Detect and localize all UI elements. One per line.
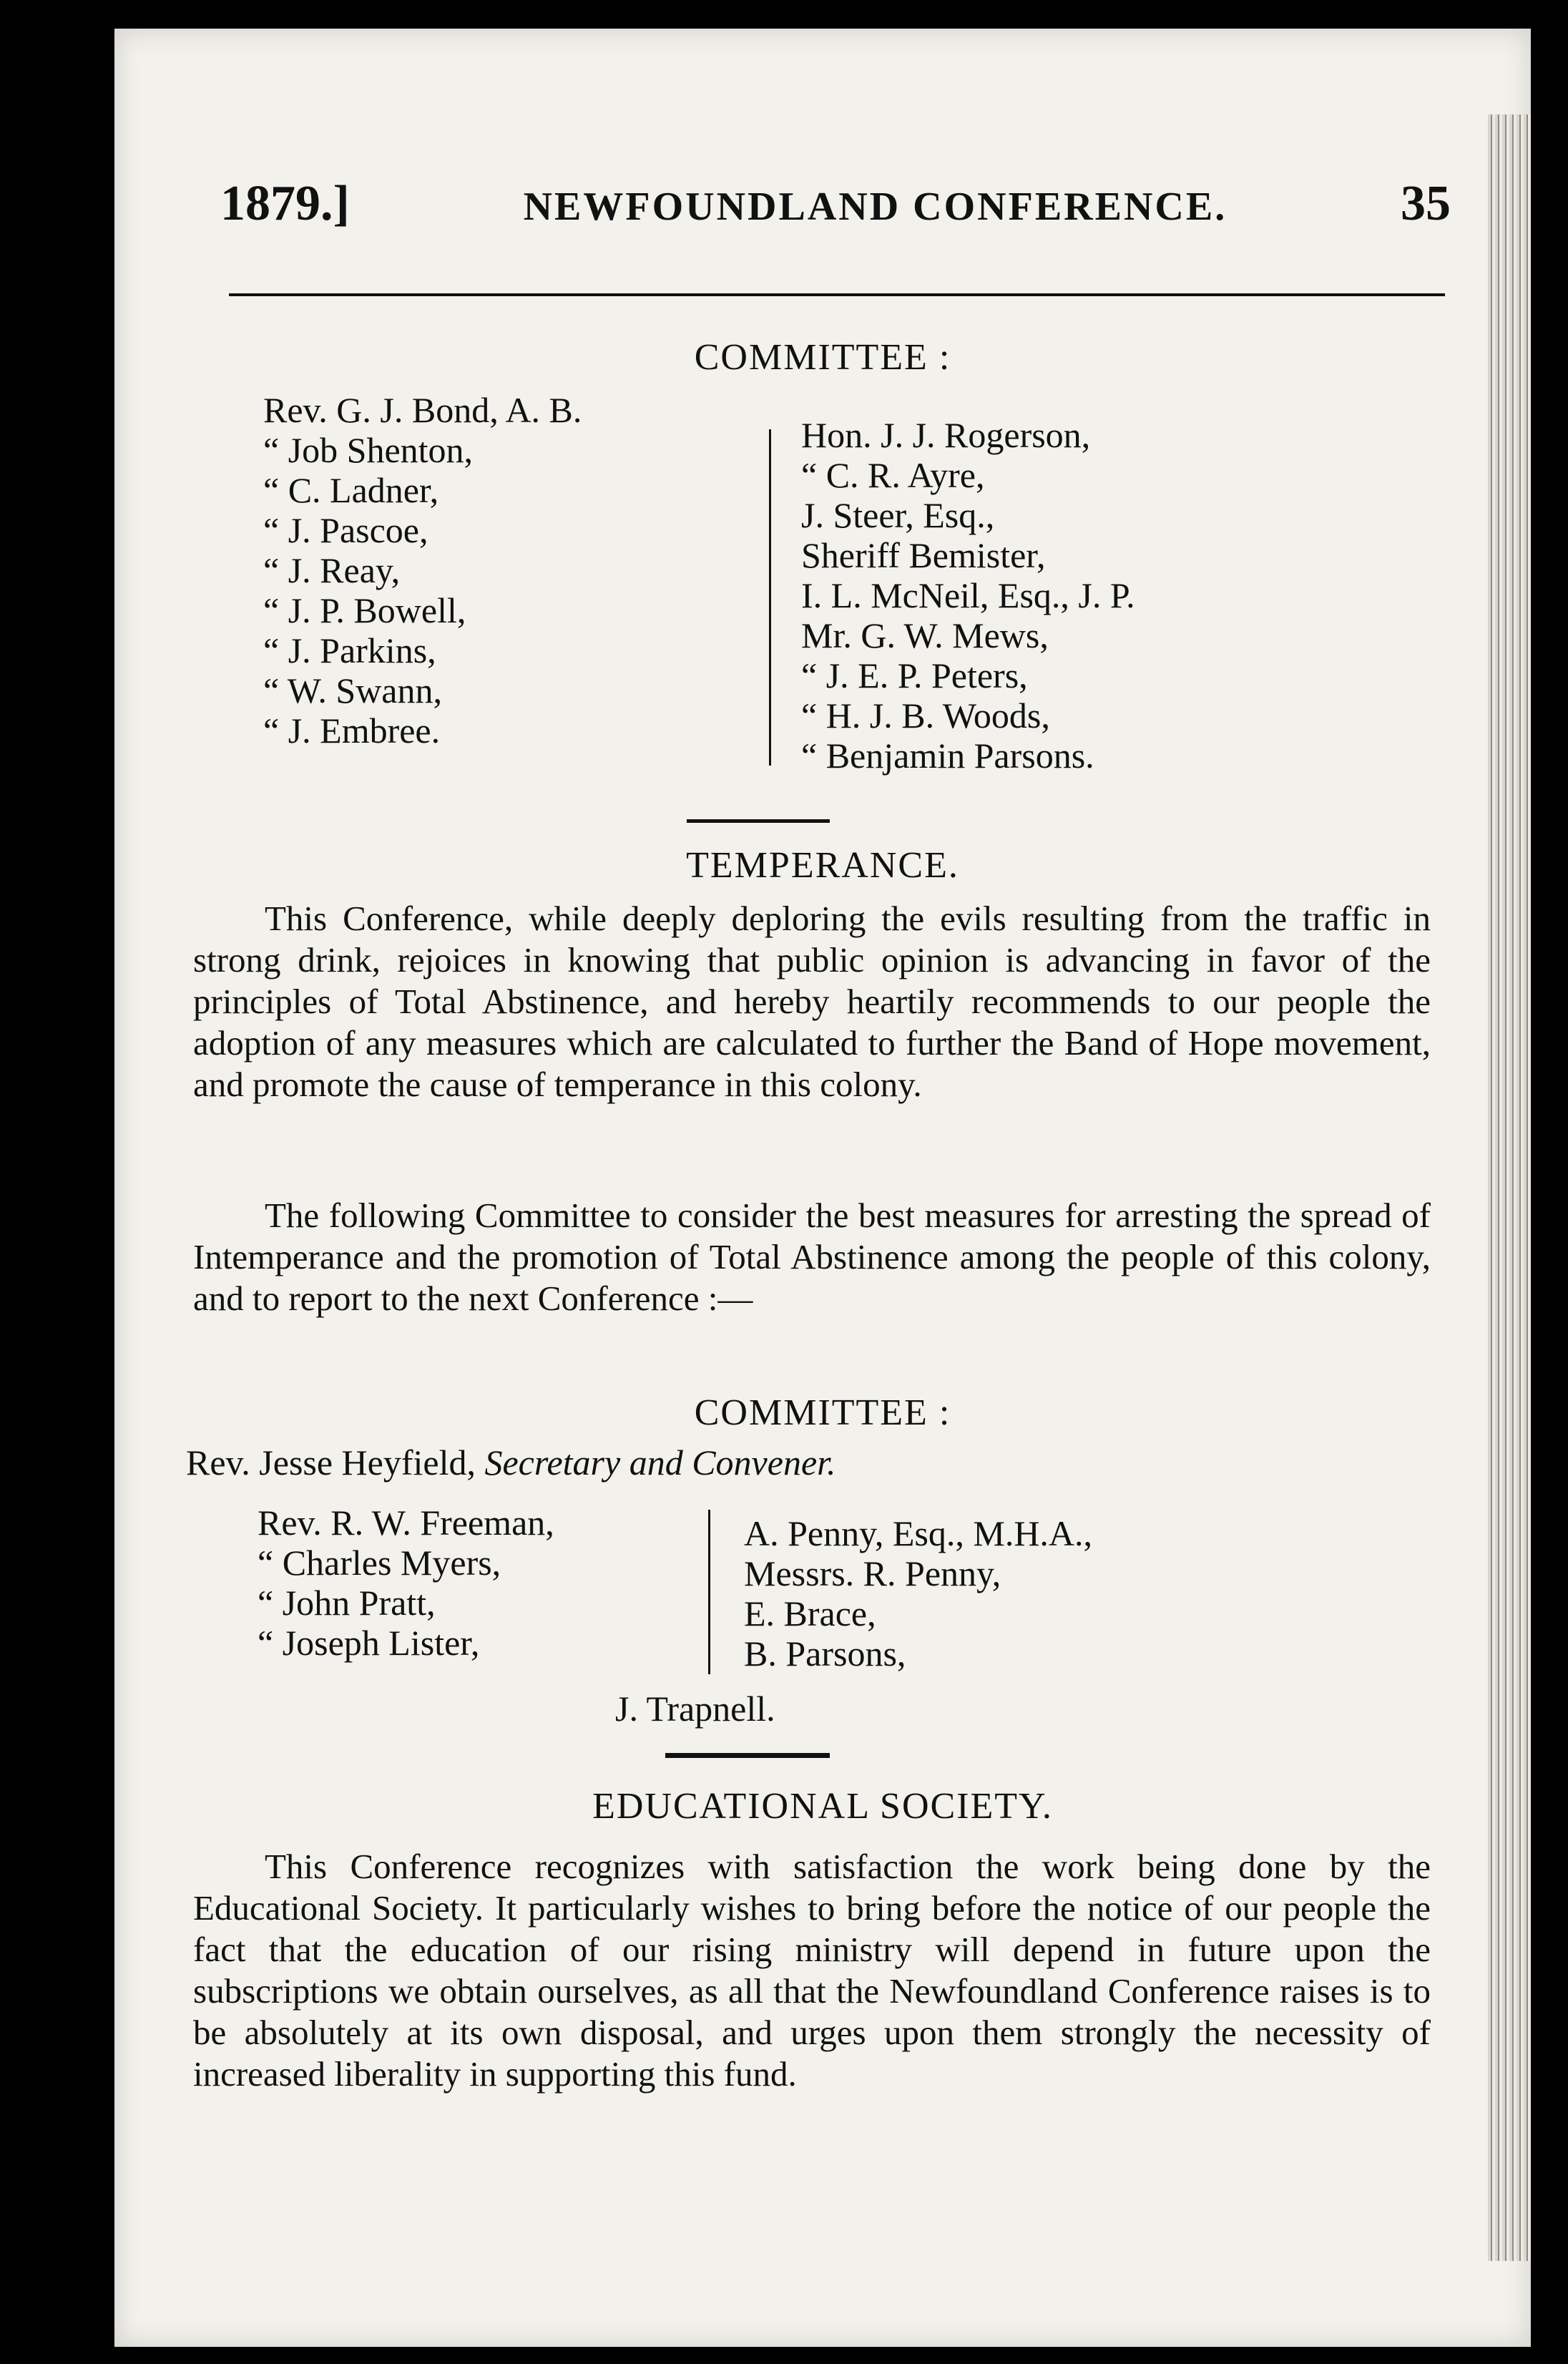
list-item: “ W. Swann, xyxy=(263,670,442,710)
list-item: Hon. J. J. Rogerson, xyxy=(801,415,1091,455)
temperance-heading: TEMPERANCE. xyxy=(686,845,959,886)
secretary-name: Rev. Jesse Heyfield, xyxy=(186,1442,476,1483)
list-item: “ H. J. B. Woods, xyxy=(801,695,1050,736)
section-divider xyxy=(687,819,830,823)
list-item: Rev. R. W. Freeman, xyxy=(258,1503,554,1543)
list-item: Messrs. R. Penny, xyxy=(744,1553,1001,1593)
list-item: “ J. Parkins, xyxy=(263,630,436,670)
list-item: “ Joseph Lister, xyxy=(258,1623,480,1663)
list-item: E. Brace, xyxy=(744,1593,876,1633)
committee2-final-member: J. Trapnell. xyxy=(615,1689,775,1729)
list-item: “ Job Shenton, xyxy=(263,430,474,470)
list-item: I. L. McNeil, Esq., J. P. xyxy=(801,575,1135,615)
list-item: Sheriff Bemister, xyxy=(801,535,1046,575)
list-item: “ J. Reay, xyxy=(263,550,401,590)
list-item: J. Steer, Esq., xyxy=(801,495,995,535)
header-year: 1879.] xyxy=(220,176,350,231)
temperance-paragraph-2: The following Committee to consider the best measures for arresting the spread of Intemperance and the promotion of Total Abstinence among the people of this colony, and to report to the next Conference :— xyxy=(193,1196,1431,1318)
book-page xyxy=(114,29,1531,2347)
list-item: “ J. P. Bowell, xyxy=(263,590,466,630)
committee-heading-1: COMMITTEE : xyxy=(694,337,951,378)
page-edge xyxy=(1488,114,1531,2261)
committee-heading-2: COMMITTEE : xyxy=(694,1392,951,1433)
page-number: 35 xyxy=(1401,176,1451,231)
committee2-secretary xyxy=(186,1442,836,1483)
list-item: Mr. G. W. Mews, xyxy=(801,615,1049,655)
committee2-left-list xyxy=(258,1503,554,1663)
educational-paragraph: This Conference recognizes with satisfaction the work being done by the Educational Society. It particularly wishes to bring before the notice of our people the fact that the education of our rising ministry will depend in future upon the subscriptions we obtain ourselves, as all that the Newfoundland Conference raises is to be absolutely at its own disposal, and urges upon them strongly the necessity of increased liberality in supporting this fund. xyxy=(193,1847,1431,2094)
list-item: B. Parsons, xyxy=(744,1633,906,1674)
educational-heading: EDUCATIONAL SOCIETY. xyxy=(592,1786,1053,1827)
running-header xyxy=(220,175,1451,233)
section-divider xyxy=(665,1753,830,1758)
list-item: Rev. G. J. Bond, A. B. xyxy=(263,390,582,430)
list-item: “ C. Ladner, xyxy=(263,470,439,510)
committee1-left-list xyxy=(263,390,582,751)
list-item: A. Penny, Esq., M.H.A., xyxy=(744,1513,1093,1553)
committee2-right-list xyxy=(744,1513,1092,1674)
column-divider xyxy=(708,1510,710,1674)
list-item: “ J. Pascoe, xyxy=(263,510,428,550)
temperance-paragraph-1: This Conference, while deeply deploring the evils resulting from the traffic in strong drink, rejoices in knowing that public opinion is advancing in favor of the principles of Total Abstinence, and hereby heartily recommends to our people the adoption of any measures which are calculated to further the Band of Hope movement, and promote the cause of temperance in this colony. xyxy=(193,899,1431,1104)
list-item: “ J. Embree. xyxy=(263,710,441,751)
committee1-right-list xyxy=(801,415,1135,776)
list-item: “ John Pratt, xyxy=(258,1583,436,1623)
list-item: “ Benjamin Parsons. xyxy=(801,736,1094,776)
column-divider xyxy=(769,429,771,766)
secretary-role: Secretary and Convener. xyxy=(484,1442,836,1483)
list-item: “ C. R. Ayre, xyxy=(801,455,985,495)
list-item: “ J. E. P. Peters, xyxy=(801,655,1028,695)
list-item: “ Charles Myers, xyxy=(258,1543,501,1583)
header-rule xyxy=(229,293,1445,296)
header-title: NEWFOUNDLAND CONFERENCE. xyxy=(523,185,1228,229)
